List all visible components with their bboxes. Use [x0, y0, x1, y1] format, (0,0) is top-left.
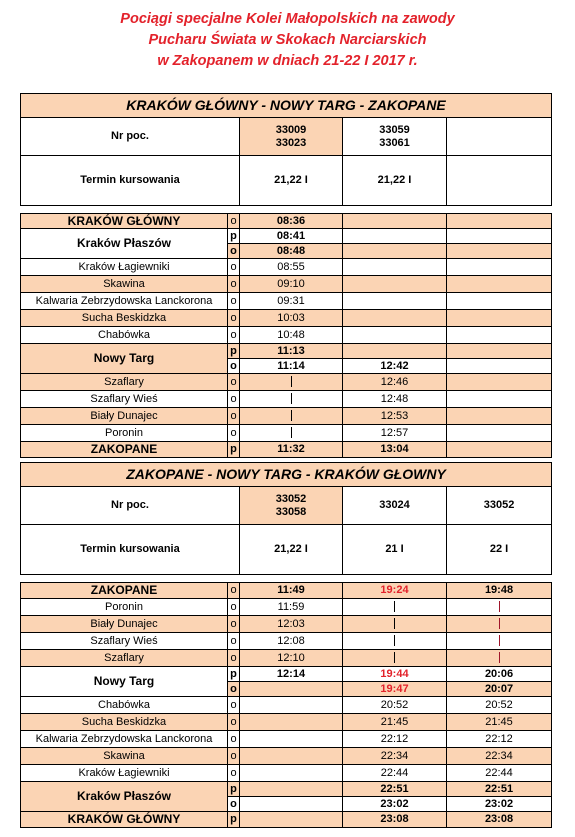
pass-through-icon	[499, 601, 500, 612]
station-name: Kraków Łagiewniki	[21, 259, 228, 276]
spacer-row	[21, 575, 552, 583]
station-name: Kalwaria Zebrzydowska Lanckorona	[21, 293, 228, 310]
time-cell	[343, 344, 447, 359]
stop-mark: o	[228, 374, 240, 391]
station-name: Chabówka	[21, 697, 228, 714]
station-name: Nowy Targ	[21, 344, 228, 374]
stop-mark: o	[228, 682, 240, 697]
time-cell: 09:10	[240, 276, 343, 293]
time-cell	[343, 229, 447, 244]
stop-mark: o	[228, 293, 240, 310]
time-cell	[447, 310, 552, 327]
time-cell	[343, 259, 447, 276]
pass-through-icon	[499, 635, 500, 646]
stop-mark: o	[228, 797, 240, 812]
time-cell	[447, 425, 552, 442]
time-cell: 13:04	[343, 442, 447, 458]
station-name: Sucha Beskidzka	[21, 310, 228, 327]
stop-mark: o	[228, 616, 240, 633]
station-name: KRAKÓW GŁÓWNY	[21, 812, 228, 828]
station-name: Biały Dunajec	[21, 408, 228, 425]
stop-mark: o	[228, 583, 240, 599]
stop-mark: o	[228, 765, 240, 782]
time-cell	[447, 344, 552, 359]
time-cell: 08:36	[240, 214, 343, 229]
train-number-cell: 33059 33061	[343, 118, 447, 156]
time-cell	[447, 229, 552, 244]
time-cell	[447, 359, 552, 374]
stop-mark: o	[228, 391, 240, 408]
stop-mark: o	[228, 327, 240, 344]
passthrough-cell	[447, 616, 552, 633]
stop-mark: o	[228, 359, 240, 374]
train-number-cell	[447, 118, 552, 156]
passthrough-cell	[343, 599, 447, 616]
station-name: ZAKOPANE	[21, 583, 228, 599]
passthrough-cell	[343, 633, 447, 650]
pass-through-icon	[394, 601, 395, 612]
time-cell: 20:52	[447, 697, 552, 714]
stop-mark: o	[228, 425, 240, 442]
time-cell	[240, 812, 343, 828]
train-number-cell: 33024	[343, 487, 447, 525]
station-name: Szaflary	[21, 374, 228, 391]
spacer-row	[21, 206, 552, 214]
station-name: Poronin	[21, 599, 228, 616]
table-title: KRAKÓW GŁÓWNY - NOWY TARG - ZAKOPANE	[21, 94, 552, 118]
passthrough-cell	[240, 408, 343, 425]
time-cell	[447, 327, 552, 344]
time-cell	[343, 244, 447, 259]
termin-cell: 21,22 I	[343, 156, 447, 206]
station-name: Biały Dunajec	[21, 616, 228, 633]
time-cell	[447, 391, 552, 408]
header-line-3: w Zakopanem w dniach 21-22 I 2017 r.	[157, 53, 418, 69]
time-cell	[343, 214, 447, 229]
passthrough-cell	[343, 650, 447, 667]
time-cell: 19:47	[343, 682, 447, 697]
time-cell	[343, 276, 447, 293]
time-cell: 10:03	[240, 310, 343, 327]
termin-cell	[447, 156, 552, 206]
time-cell: 20:52	[343, 697, 447, 714]
time-cell: 12:46	[343, 374, 447, 391]
time-cell: 23:02	[447, 797, 552, 812]
stop-mark: o	[228, 697, 240, 714]
time-cell	[447, 408, 552, 425]
passthrough-cell	[240, 391, 343, 408]
termin-cell: 21,22 I	[240, 156, 343, 206]
station-name: Poronin	[21, 425, 228, 442]
station-name: Chabówka	[21, 327, 228, 344]
passthrough-cell	[343, 616, 447, 633]
time-cell: 09:31	[240, 293, 343, 310]
time-cell	[240, 731, 343, 748]
stop-mark: o	[228, 650, 240, 667]
time-cell: 10:48	[240, 327, 343, 344]
stop-mark: p	[228, 442, 240, 458]
time-cell	[240, 748, 343, 765]
stop-mark: p	[228, 229, 240, 244]
station-name: Kraków Łagiewniki	[21, 765, 228, 782]
time-cell	[343, 310, 447, 327]
station-name: Kraków Płaszów	[21, 782, 228, 812]
pass-through-icon	[499, 652, 500, 663]
stop-mark: o	[228, 310, 240, 327]
station-name: Kraków Płaszów	[21, 229, 228, 259]
pass-through-icon	[291, 410, 292, 421]
stop-mark: o	[228, 633, 240, 650]
time-cell: 23:02	[343, 797, 447, 812]
time-cell: 11:13	[240, 344, 343, 359]
stop-mark: o	[228, 408, 240, 425]
pass-through-icon	[291, 393, 292, 404]
pass-through-icon	[291, 427, 292, 438]
time-cell: 22:34	[343, 748, 447, 765]
time-cell	[343, 293, 447, 310]
time-cell: 19:44	[343, 667, 447, 682]
passthrough-cell	[447, 650, 552, 667]
time-cell: 12:42	[343, 359, 447, 374]
time-cell	[447, 293, 552, 310]
time-cell: 22:44	[447, 765, 552, 782]
pass-through-icon	[291, 376, 292, 387]
header-line-1: Pociągi specjalne Kolei Małopolskich na zawody	[120, 11, 455, 27]
time-cell	[343, 327, 447, 344]
time-cell: 12:53	[343, 408, 447, 425]
time-cell	[240, 797, 343, 812]
time-cell: 22:12	[447, 731, 552, 748]
termin-cell: 21,22 I	[240, 525, 343, 575]
time-cell	[447, 442, 552, 458]
train-number-label: Nr poc.	[21, 487, 240, 525]
pass-through-icon	[499, 618, 500, 629]
passthrough-cell	[240, 374, 343, 391]
stop-mark: p	[228, 812, 240, 828]
time-cell: 11:59	[240, 599, 343, 616]
time-cell: 12:57	[343, 425, 447, 442]
time-cell: 08:48	[240, 244, 343, 259]
station-name: Szaflary	[21, 650, 228, 667]
time-cell: 11:49	[240, 583, 343, 599]
termin-label: Termin kursowania	[21, 525, 240, 575]
stop-mark: o	[228, 748, 240, 765]
time-cell	[447, 374, 552, 391]
termin-label: Termin kursowania	[21, 156, 240, 206]
time-cell: 12:14	[240, 667, 343, 682]
time-cell: 20:07	[447, 682, 552, 697]
time-cell: 12:48	[343, 391, 447, 408]
stop-mark: o	[228, 259, 240, 276]
document-header	[0, 9, 575, 72]
time-cell	[447, 214, 552, 229]
station-name: Skawina	[21, 276, 228, 293]
stop-mark: o	[228, 599, 240, 616]
station-name: Nowy Targ	[21, 667, 228, 697]
time-cell: 12:10	[240, 650, 343, 667]
header-line-2: Pucharu Świata w Skokach Narciarskich	[148, 32, 427, 48]
pass-through-icon	[394, 618, 395, 629]
stop-mark: p	[228, 344, 240, 359]
time-cell: 23:08	[343, 812, 447, 828]
time-cell	[240, 714, 343, 731]
time-cell	[447, 244, 552, 259]
termin-cell: 21 I	[343, 525, 447, 575]
time-cell: 12:03	[240, 616, 343, 633]
station-name: KRAKÓW GŁÓWNY	[21, 214, 228, 229]
stop-mark: o	[228, 276, 240, 293]
passthrough-cell	[447, 599, 552, 616]
train-number-cell: 33052 33058	[240, 487, 343, 525]
time-cell	[447, 259, 552, 276]
time-cell: 08:55	[240, 259, 343, 276]
time-cell: 21:45	[447, 714, 552, 731]
time-cell: 19:24	[343, 583, 447, 599]
time-cell: 22:34	[447, 748, 552, 765]
time-cell: 11:32	[240, 442, 343, 458]
timetable-krakow-zakopane	[20, 93, 552, 458]
time-cell	[240, 682, 343, 697]
time-cell: 22:12	[343, 731, 447, 748]
time-cell	[240, 697, 343, 714]
time-cell	[447, 276, 552, 293]
stop-mark: o	[228, 714, 240, 731]
train-number-cell: 33052	[447, 487, 552, 525]
time-cell	[240, 782, 343, 797]
time-cell: 20:06	[447, 667, 552, 682]
station-name: Kalwaria Zebrzydowska Lanckorona	[21, 731, 228, 748]
passthrough-cell	[447, 633, 552, 650]
time-cell: 19:48	[447, 583, 552, 599]
time-cell: 08:41	[240, 229, 343, 244]
passthrough-cell	[240, 425, 343, 442]
stop-mark: p	[228, 782, 240, 797]
station-name: Szaflary Wieś	[21, 633, 228, 650]
termin-cell: 22 I	[447, 525, 552, 575]
time-cell: 12:08	[240, 633, 343, 650]
time-cell: 23:08	[447, 812, 552, 828]
station-name: ZAKOPANE	[21, 442, 228, 458]
stop-mark: p	[228, 667, 240, 682]
stop-mark: o	[228, 214, 240, 229]
stop-mark: o	[228, 731, 240, 748]
time-cell: 11:14	[240, 359, 343, 374]
station-name: Skawina	[21, 748, 228, 765]
time-cell: 22:51	[343, 782, 447, 797]
time-cell: 21:45	[343, 714, 447, 731]
pass-through-icon	[394, 635, 395, 646]
time-cell: 22:44	[343, 765, 447, 782]
time-cell: 22:51	[447, 782, 552, 797]
train-number-label: Nr poc.	[21, 118, 240, 156]
pass-through-icon	[394, 652, 395, 663]
stop-mark: o	[228, 244, 240, 259]
time-cell	[240, 765, 343, 782]
train-number-cell: 33009 33023	[240, 118, 343, 156]
station-name: Szaflary Wieś	[21, 391, 228, 408]
timetable-zakopane-krakow	[20, 462, 552, 828]
table-title: ZAKOPANE - NOWY TARG - KRAKÓW GŁOWNY	[21, 463, 552, 487]
station-name: Sucha Beskidzka	[21, 714, 228, 731]
